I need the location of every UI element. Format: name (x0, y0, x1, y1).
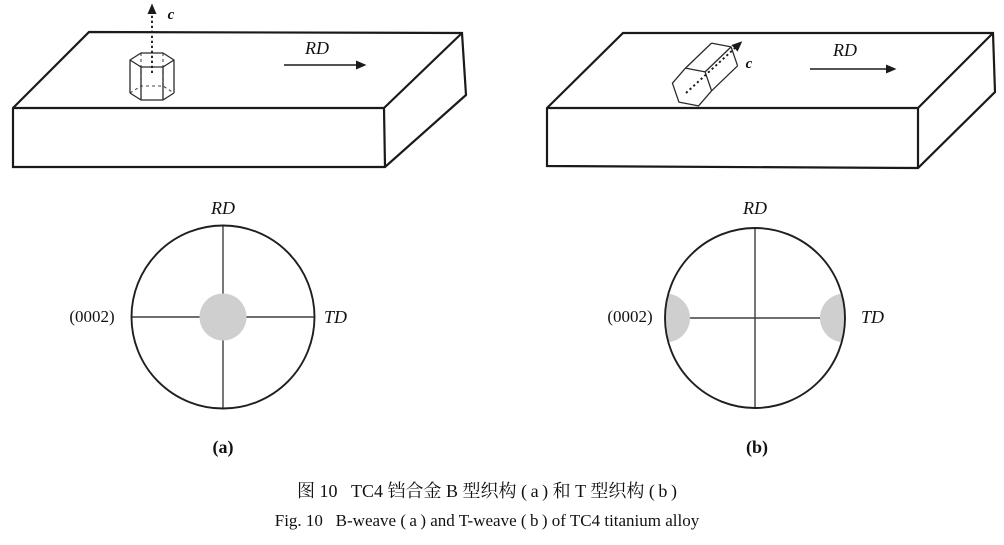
pole-figure-a (69, 198, 347, 458)
c-axis-label-b: c (745, 56, 753, 72)
panel-b-slab (547, 33, 995, 168)
caption-english: Fig. 10 B-weave ( a ) and T-weave ( b ) of TC4 titanium alloy (274, 511, 700, 530)
pole-a-plane-label: (0002) (69, 307, 115, 326)
pole-a-rd-label: RD (211, 198, 235, 218)
caption-chinese: 图 10 TC4 铛合金 B 型织构 ( a ) 和 T 型织构 ( b ) (296, 481, 678, 501)
panel-b-tag: (b) (746, 437, 768, 457)
pole-a-td-label: TD (324, 307, 348, 327)
slab-a-outline (13, 32, 466, 167)
basal-texture-spot (200, 294, 247, 341)
panel-a-slab (13, 7, 466, 167)
rd-label-b: RD (833, 40, 857, 60)
c-axis-label-a: c (167, 7, 175, 23)
rd-label-a: RD (305, 38, 329, 58)
pole-figure-b (607, 198, 884, 458)
panel-a-tag: (a) (212, 437, 234, 457)
pole-b-plane-label: (0002) (607, 307, 653, 326)
pole-b-rd-label: RD (743, 198, 767, 218)
slab-b-outline (547, 33, 995, 168)
pole-b-td-label: TD (861, 307, 885, 327)
